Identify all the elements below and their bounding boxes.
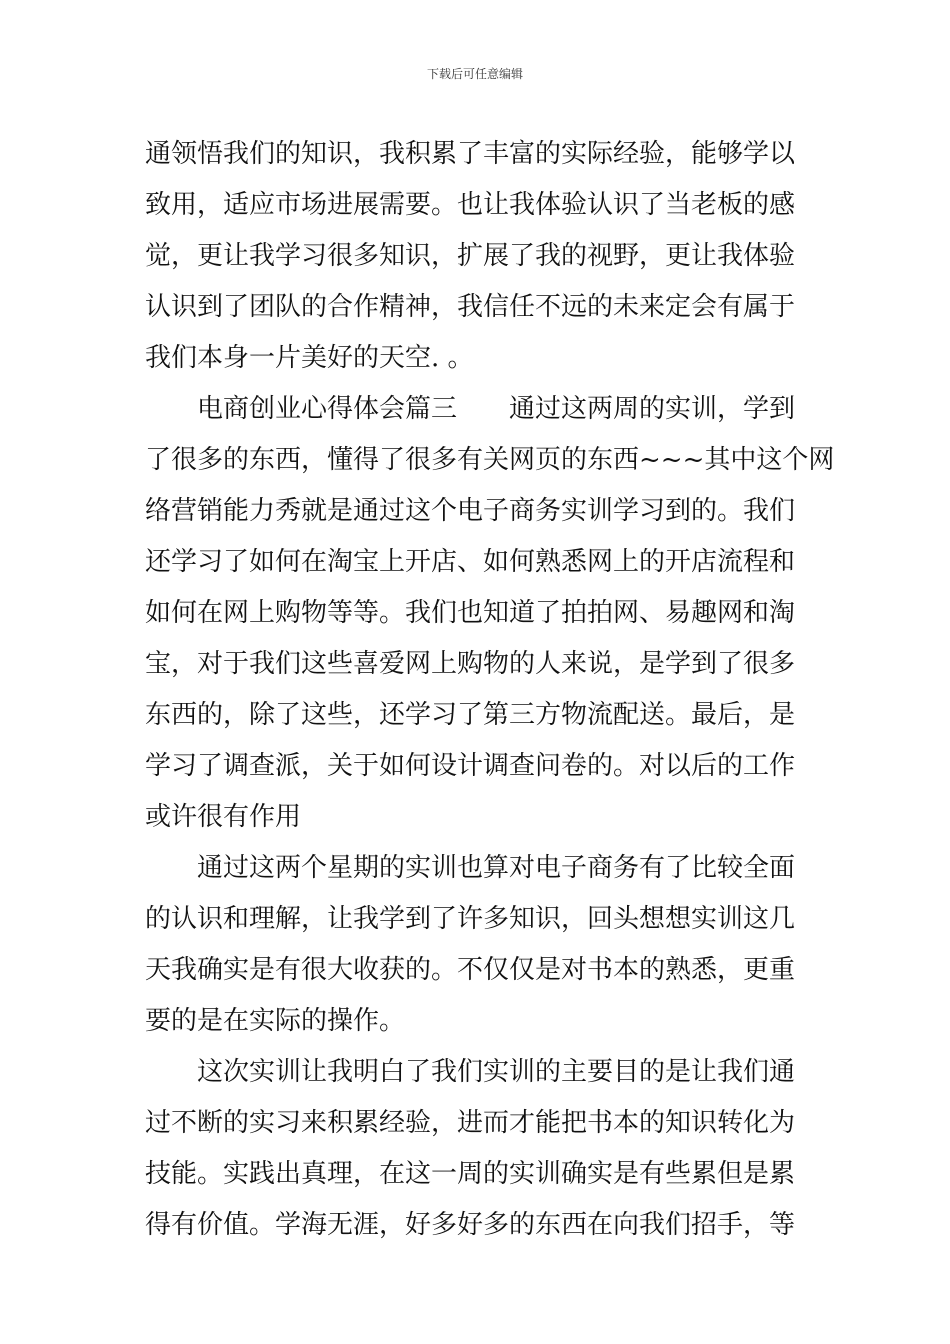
- text-line: 技能。实践出真理，在这一周的实训确实是有些累但是累: [145, 1159, 796, 1189]
- section-heading: 电商创业心得体会篇三: [197, 394, 458, 424]
- text-line: 东西的，除了这些，还学习了第三方物流配送。最后，是: [145, 700, 796, 730]
- text-line: 或许很有作用: [145, 802, 302, 832]
- text-line: 了很多的东西，懂得了很多有关网页的东西~~~其中这个网: [145, 445, 835, 475]
- text-line: 天我确实是有很大收获的。不仅仅是对书本的熟悉，更重: [145, 955, 796, 985]
- text-line: 过不断的实习来积累经验，进而才能把书本的知识转化为: [145, 1108, 796, 1138]
- text-line: 宝，对于我们这些喜爱网上购物的人来说，是学到了很多: [145, 649, 796, 679]
- page-header: 下载后可任意编辑: [426, 67, 523, 81]
- text-line: 致用，适应市场进展需要。也让我体验认识了当老板的感: [145, 190, 796, 220]
- text-line: 通过这两周的实训，学到: [509, 394, 796, 424]
- text-line: 要的是在实际的操作。: [145, 1006, 406, 1036]
- section-heading-line: [145, 384, 809, 435]
- text-line: 我们本身一片美好的天空. 。: [145, 343, 474, 373]
- paragraph-first-line: 这次实训让我明白了我们实训的主要目的是让我们通: [197, 1057, 796, 1087]
- text-line: 得有价值。学海无涯，好多好多的东西在向我们招手，等: [145, 1210, 796, 1240]
- text-line: 通领悟我们的知识，我积累了丰富的实际经验，能够学以: [145, 139, 796, 169]
- text-line: 觉，更让我学习很多知识，扩展了我的视野，更让我体验: [145, 241, 796, 271]
- text-line: 络营销能力秀就是通过这个电子商务实训学习到的。我们: [145, 496, 796, 526]
- text-line: 学习了调查派，关于如何设计调查问卷的。对以后的工作: [145, 751, 796, 781]
- text-line: 的认识和理解，让我学到了许多知识，回头想想实训这几: [145, 904, 796, 934]
- text-line: 还学习了如何在淘宝上开店、如何熟悉网上的开店流程和: [145, 547, 796, 577]
- text-line: 如何在网上购物等等。我们也知道了拍拍网、易趣网和淘: [145, 598, 796, 628]
- paragraph-first-line: 通过这两个星期的实训也算对电子商务有了比较全面: [197, 853, 796, 883]
- text-line: 认识到了团队的合作精神，我信任不远的未来定会有属于: [145, 292, 796, 322]
- document-body: [145, 129, 835, 1251]
